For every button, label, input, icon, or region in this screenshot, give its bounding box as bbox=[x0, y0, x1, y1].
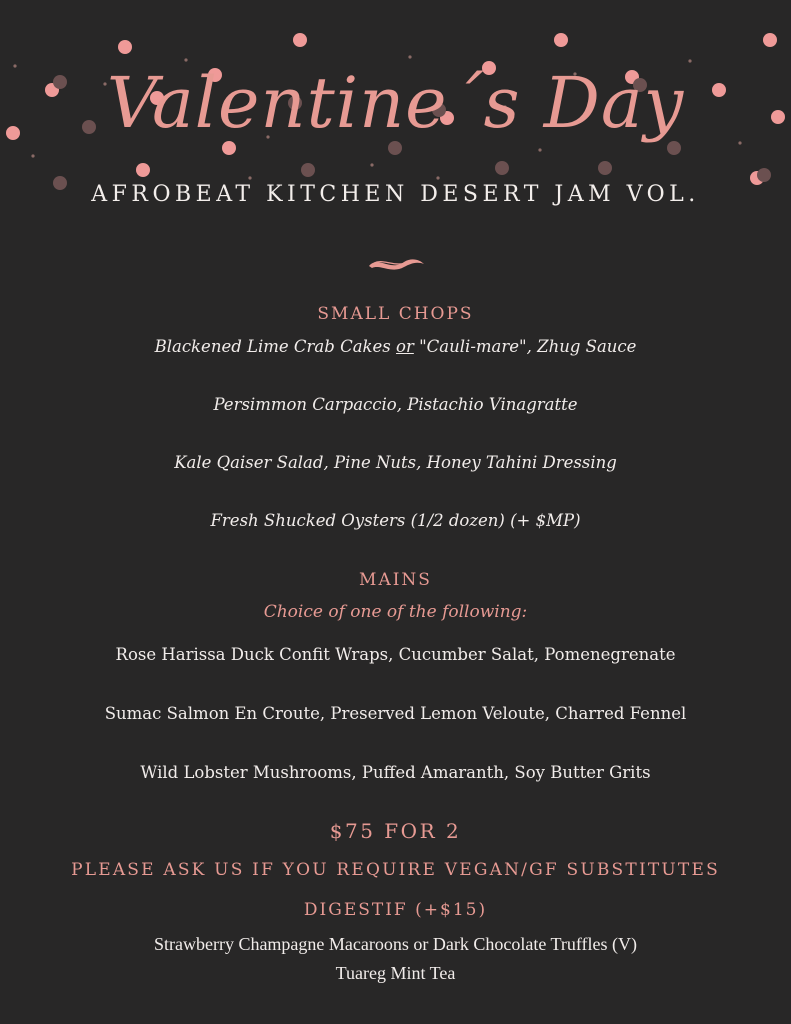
menu-item: Rose Harissa Duck Confit Wraps, Cucumber Salat, Pomenegrenate bbox=[115, 645, 676, 664]
substitutes-note: PLEASE ASK US IF YOU REQUIRE VEGAN/GF SUBSTITUTES bbox=[71, 860, 720, 880]
mains-note: Choice of one of the following: bbox=[263, 602, 528, 622]
menu-item bbox=[0, 337, 791, 356]
mains-heading: MAINS bbox=[359, 570, 432, 590]
menu-item: Wild Lobster Mushrooms, Puffed Amaranth, Soy Butter Grits bbox=[140, 763, 651, 782]
menu-item: Fresh Shucked Oysters (1/2 dozen) (+ $MP) bbox=[210, 511, 581, 530]
menu-item: Kale Qaiser Salad, Pine Nuts, Honey Tahini Dressing bbox=[174, 453, 617, 472]
flourish-ornament-icon bbox=[366, 252, 426, 274]
menu-item: Sumac Salmon En Croute, Preserved Lemon Veloute, Charred Fennel bbox=[104, 704, 687, 723]
digestif-item: Strawberry Champagne Macaroons or Dark Chocolate Truffles (V) bbox=[153, 934, 638, 954]
page-subtitle: AFROBEAT KITCHEN DESERT JAM VOL. bbox=[91, 182, 700, 207]
menu-item-or: or bbox=[396, 337, 414, 356]
digestif-heading: DIGESTIF (+$15) bbox=[303, 900, 488, 920]
menu-item-text: "Cauli-mare", Zhug Sauce bbox=[413, 337, 637, 356]
page-title: Valentine´s Day bbox=[106, 62, 685, 144]
small-chops-heading: SMALL CHOPS bbox=[317, 304, 474, 324]
digestif-item: Tuareg Mint Tea bbox=[335, 963, 456, 983]
menu-item: Persimmon Carpaccio, Pistachio Vinagratte bbox=[213, 395, 578, 414]
menu-item-text: Blackened Lime Crab Cakes bbox=[154, 337, 397, 356]
price-label: $75 FOR 2 bbox=[329, 819, 462, 843]
